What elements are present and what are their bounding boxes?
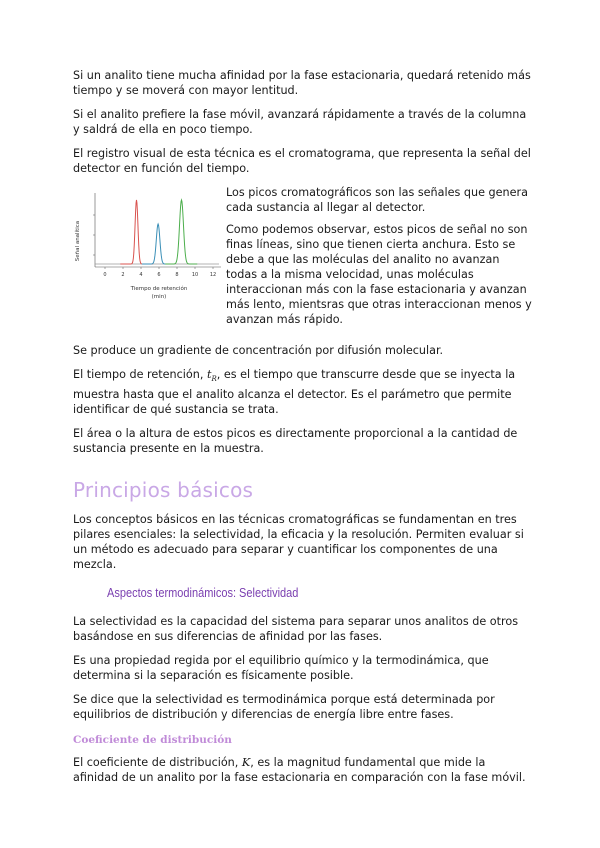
x-tick-label: 2 [121, 272, 125, 278]
retention-symbol-letter: t [206, 368, 212, 381]
paragraph-mobile-phase: Si el analito prefiere la fase móvil, avanzará rápidamente a través de la columna y saldrá de ella en poco tiempo. [73, 108, 527, 136]
paragraph-retention-time [73, 367, 533, 417]
paragraph-area: El área o la altura de estos picos es directamente proporcional a la cantidad de sustancia presente en la muestra. [73, 427, 518, 456]
coef-text-after: , es la magnitud fundamental que mide la afinidad de un analito por la fase estacionaria en comparación con la fase móvil. [73, 756, 526, 785]
paragraph-peak-width: Como podemos observar, estos picos de señal no son finas líneas, sino que tienen cierta anchura. Esto se debe a que las moléculas del analito no avanzan todas a la misma velocidad, unas moléculas interaccionan más con la fase estacionaria y avanzan más lento, mientsras que otras interaccionan menos y avanzan más rápido. [226, 223, 532, 326]
x-tick-label: 10 [191, 272, 199, 278]
paragraph-peaks: Los picos cromatográficos son las señales que genera cada sustancia al llegar al detector. [226, 186, 528, 214]
subsection-title: Aspectos termodinámicos: Selectividad [107, 586, 299, 601]
chromatogram-figure [73, 185, 223, 305]
peak-3 [165, 200, 197, 264]
figure-xlabel-line1: Tiempo de retención [130, 286, 188, 292]
x-tick-labels [103, 267, 216, 278]
paragraph-thermodynamic: Se dice que la selectividad es termodinámica porque está determinada por equilibrios de distribución y diferencias de energía libre entre fases. [73, 693, 495, 722]
section-title: Principios básicos [73, 478, 254, 503]
x-tick-label: 0 [103, 272, 107, 278]
figure-xlabel-line2: (min) [151, 294, 167, 300]
paragraph-equilibrium: Es una propiedad regida por el equilibrio químico y la termodinámica, que determina si la separación es físicamente posible. [73, 654, 489, 683]
retention-text-before: El tiempo de retención, [73, 368, 207, 381]
peak-2 [142, 224, 174, 264]
document-page [73, 68, 533, 794]
figure-ylabel: Señal analítica [75, 220, 81, 262]
x-tick-label: 4 [139, 272, 143, 278]
paragraph-selectivity: La selectividad es la capacidad del sistema para separar unos analitos de otros basándose en sus diferencias de afinidad por las fases. [73, 615, 519, 644]
paragraph-section-intro: Los conceptos básicos en las técnicas cromatográficas se fundamentan en tres pilares esenciales: la selectividad, la eficacia y la resolución. Permiten evaluar si un método es adecuado para separar y cuantificar los componentes de una mezcla. [73, 513, 524, 572]
x-tick-label: 12 [209, 272, 217, 278]
coef-text-before: El coeficiente de distribución, [73, 756, 242, 770]
retention-symbol [206, 368, 217, 384]
peak-1 [120, 200, 152, 264]
paragraph-chromatogram: El registro visual de esta técnica es el cromatograma, que representa la señal del detector en función del tiempo. [73, 147, 531, 175]
subsubsection-title: Coeficiente de distribución [73, 734, 232, 747]
paragraph-gradient: Se produce un gradiente de concentración por difusión molecular. [73, 344, 444, 357]
figure-description [226, 185, 533, 334]
retention-symbol-subscript: R [211, 375, 217, 384]
coef-symbol: K [241, 756, 251, 770]
paragraph-distribution-coefficient [73, 755, 533, 785]
x-tick-label: 8 [175, 272, 179, 278]
chromatogram-svg [73, 185, 223, 305]
retention-text-after: , es el tiempo que transcurre desde que se inyecta la muestra hasta que el analito alcanza el detector. Es el parámetro que permite identificar de qué sustancia se trata. [73, 368, 516, 417]
paragraph-high-affinity: Si un analito tiene mucha afinidad por la fase estacionaria, quedará retenido más tiempo y se moverá con mayor lentitud. [73, 69, 531, 97]
x-tick-label: 6 [157, 272, 161, 278]
figure-row [73, 185, 533, 334]
